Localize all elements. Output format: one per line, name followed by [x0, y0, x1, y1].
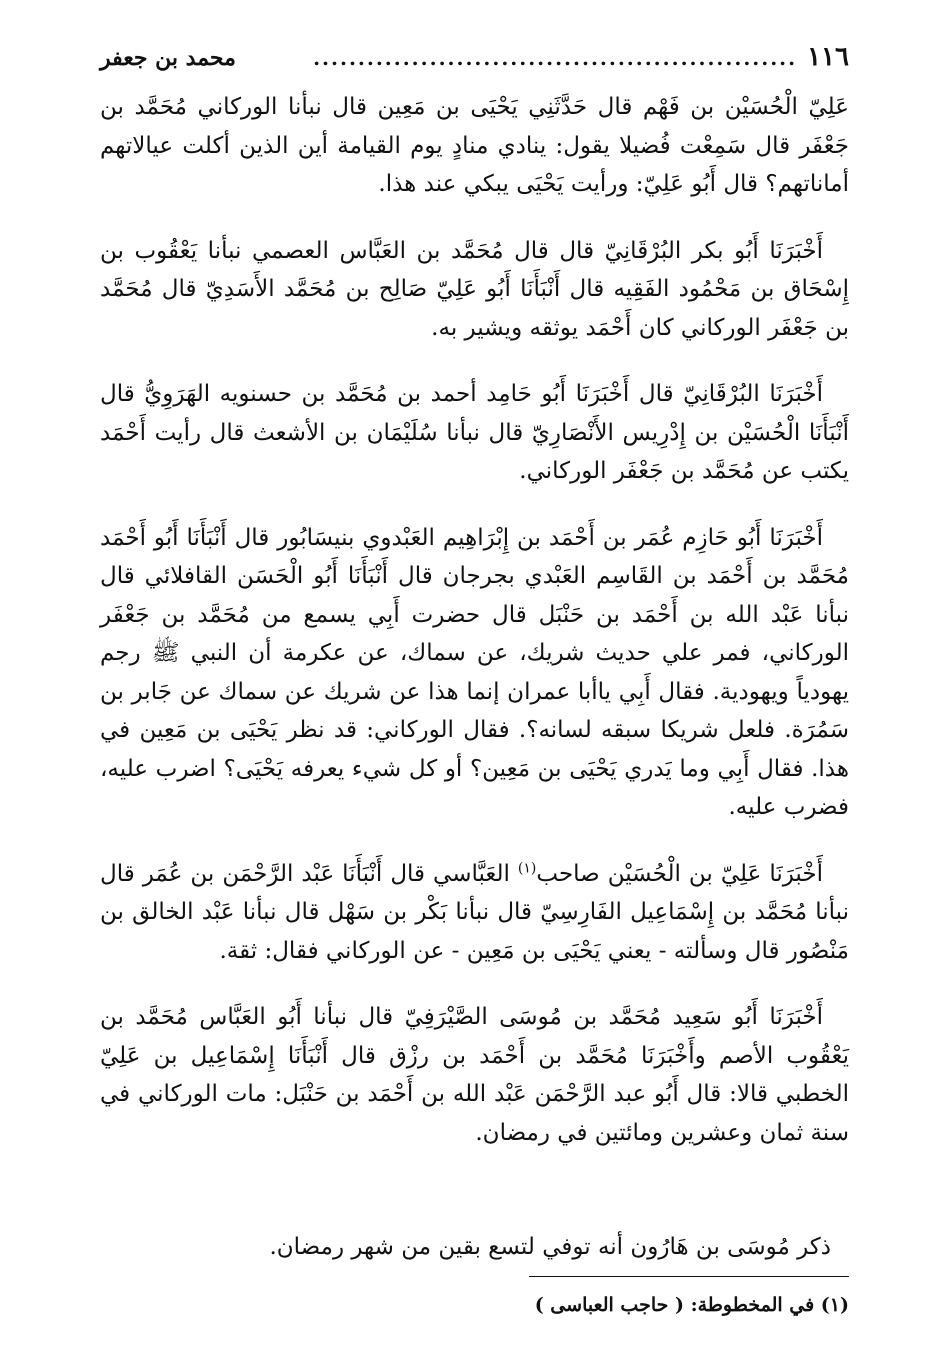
- main-text: [100, 88, 849, 1180]
- closing-line: ذكر مُوسَى بن هَارُون أنه توفي لتسع بقين من شهر رمضان.: [269, 1234, 831, 1260]
- paragraph-5: [100, 855, 849, 971]
- footnote: (١) في المخطوطة: ( حاجب العباسى ): [534, 1294, 849, 1316]
- paragraph-3: أَخْبَرَنَا البُرْقَانِيّ قال أَخْبَرَنَا أَبُو حَامِد أحمد بن مُحَمَّد بن حسنويه الهَرَوِيُّ قال أَنْبَأَنَا الْحُسَيْن بن إِدْرِيس الأَنْصَارِيّ قال نبأنا سُلَيْمَان بن الأشعث قال رأيت أَحْمَد يكتب عن مُحَمَّد بن جَعْفَر الوركاني.: [100, 381, 849, 484]
- footnote-separator: [529, 1276, 849, 1277]
- paragraph-2: أَخْبَرَنَا أَبُو بكر البُرْقَانِيّ قال قال مُحَمَّد بن العَبَّاس العصمي نبأنا يَعْقُوب بن إِسْحَاق بن مَحْمُود الفَقِيه قال أَنْبَأَنَا أَبُو عَلِيّ صَالِح بن مُحَمَّد الأَسَدِيّ قال مُحَمَّد بن جَعْفَر الوركاني كان أَحْمَد يوثقه ويشير به.: [100, 237, 849, 341]
- running-header: [100, 42, 849, 82]
- header-leader-dots: ......................................................: [313, 46, 798, 70]
- paragraph-4: أَخْبَرَنَا أَبُو حَازِم عُمَر بن أَحْمَد بن إِبْرَاهِيم العَبْدوي بنيسَابُور قال أَنْبَأَنَا أَبُو أَحْمَد مُحَمَّد بن أَحْمَد بن القَاسِم العَبْدي بجرجان قال أَنْبَأَنَا أَبُو الْحَسَن القافلائي قال نبأنا عَبْد الله بن أَحْمَد بن حَنْبَل قال حضرت أَبِي يسمع من مُحَمَّد بن جَعْفَر الوركاني، فمر علي حديث شريك، عن سماك، عن عكرمة أن النبي ﷺ رجم يهودياً ويهودية. فقال أَبِي ياأبا عمران إنما هذا عن شريك عن سماك عن جَابر بن سَمُرَة. فلعل شريكا سبقه لسانه؟. فقال الوركاني: قد نظر يَحْيَى بن مَعِين في هذا. فقال أَبِي وما يَدري يَحْيَى بن مَعِين؟ أو كل شيء يعرفه يَحْيَى؟ اضرب عليه، فضرب عليه.: [100, 524, 849, 820]
- page-number: ١١٦: [807, 42, 849, 72]
- footnote-reference: (١): [517, 859, 537, 876]
- paragraph-6: أَخْبَرَنَا أَبُو سَعِيد مُحَمَّد بن مُوسَى الصَّيْرَفِيّ قال نبأنا أَبُو العَبَّاس مُحَمَّد بن يَعْقُوب الأصم وأَخْبَرَنَا مُحَمَّد بن أَحْمَد بن رزْق قال أَنْبَأَنَا إِسْمَاعِيل بن عَلِيّ الخطبي قالا: قال أَبُو عبد الرَّحْمَن عَبْد الله بن أَحْمَد بن حَنْبَل: مات الوركاني في سنة ثمان وعشرين ومائتين في رمضان.: [100, 1004, 849, 1146]
- running-title: محمد بن جعفر: [100, 45, 236, 71]
- paragraph-5-text-start: أَخْبَرَنَا عَلِيّ بن الْحُسَيْن صاحب: [536, 860, 823, 887]
- paragraph-1: عَلِيّ الْحُسَيْن بن فَهْم قال حَدَّثَنِي يَحْيَى بن مَعِين قال نبأنا الوركاني مُحَمَّد بن جَعْفَر قال سَمِعْت فُضيلا يقول: ينادي منادٍ يوم القيامة أين الذين أكلت عيالاتهم أماناتهم؟ قال أَبُو عَلِيّ: ورأيت يَحْيَى يبكي عند هذا.: [100, 94, 849, 197]
- paragraph-5-text-end: العَبَّاسي قال أَنْبَأَنَا عَبْد الرَّحْمَن بن عُمَر قال نبأنا مُحَمَّد بن إِسْمَاعِيل الفَارِسِيّ قال نبأنا بَكْر بن سَهْل قال نبأنا عَبْد الخالق بن مَنْصُور قال وسألته - يعني يَحْيَى بن مَعِين - عن الوركاني فقال: ثقة.: [100, 860, 849, 964]
